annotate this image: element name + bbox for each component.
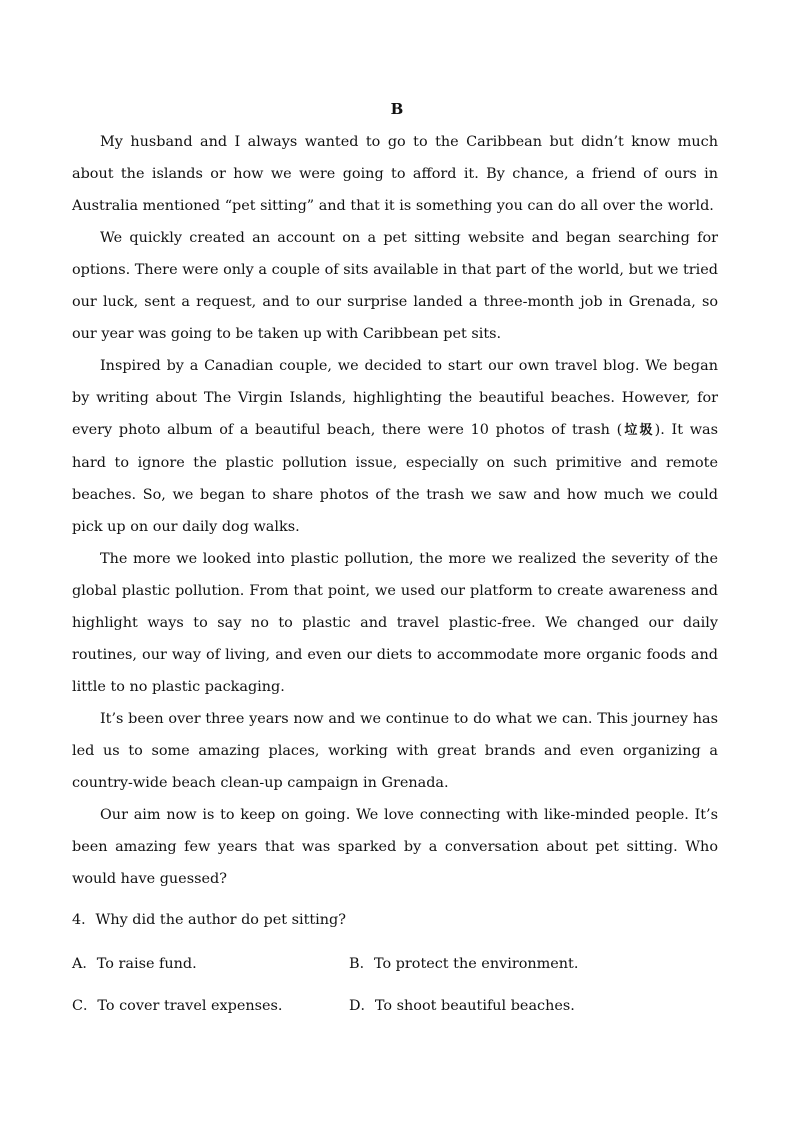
chinese-gloss: 垃圾 xyxy=(622,423,655,438)
paragraph-3-text-before: Inspired by a Canadian couple, we decided to start our own travel blog. We began by writing about The Virgin Islands, highlighting the beautiful beaches. However, for every photo album of a beautiful beach, there were 10 photos of trash ( xyxy=(72,358,718,438)
passage-paragraph-1: My husband and I always wanted to go to the Caribbean but didn’t know much about the islands or how we were going to afford it. By chance, a friend of ours in Australia mentioned “pet sitting” and that it is something you can do all over the world. xyxy=(72,134,718,214)
section-label: B xyxy=(390,100,404,118)
passage-paragraph-4: The more we looked into plastic pollution, the more we realized the severity of the global plastic pollution. From that point, we used our platform to create awareness and highlight ways to say no to plastic and travel plastic-free. We changed our daily routines, our way of living, and even our diets to accommodate more organic foods and little to no plastic packaging. xyxy=(72,551,718,695)
question-stem: 4．Why did the author do pet sitting? xyxy=(72,912,346,928)
passage-paragraph-2: We quickly created an account on a pet sitting website and began searching for options. There were only a couple of sits available in that part of the world, but we tried our luck, sent a request, and to our surprise landed a three-month job in Grenada, so our year was going to be taken up with Caribbean pet sits. xyxy=(72,230,718,342)
answer-option-b: B．To protect the environment. xyxy=(349,956,579,972)
passage-paragraph-5: It’s been over three years now and we continue to do what we can. This journey has led us to some amazing places, working with great brands and even organizing a country-wide beach clean-up campaign in Grenada. xyxy=(72,711,718,791)
reading-passage xyxy=(72,126,718,895)
paragraph-3-text-after: ). It was hard to ignore the plastic pollution issue, especially on such primitive and remote beaches. So, we began to share photos of the trash we saw and how much we could pick up on our daily dog walks. xyxy=(72,422,718,535)
answer-option-d: D．To shoot beautiful beaches. xyxy=(349,998,575,1014)
passage-paragraph-6: Our aim now is to keep on going. We love connecting with like-minded people. It’s been amazing few years that was sparked by a conversation about pet sitting. Who would have guessed? xyxy=(72,807,718,887)
answer-option-c: C．To cover travel expenses. xyxy=(72,998,283,1014)
passage-paragraph-3 xyxy=(72,350,718,543)
answer-option-a: A．To raise fund. xyxy=(72,956,197,972)
